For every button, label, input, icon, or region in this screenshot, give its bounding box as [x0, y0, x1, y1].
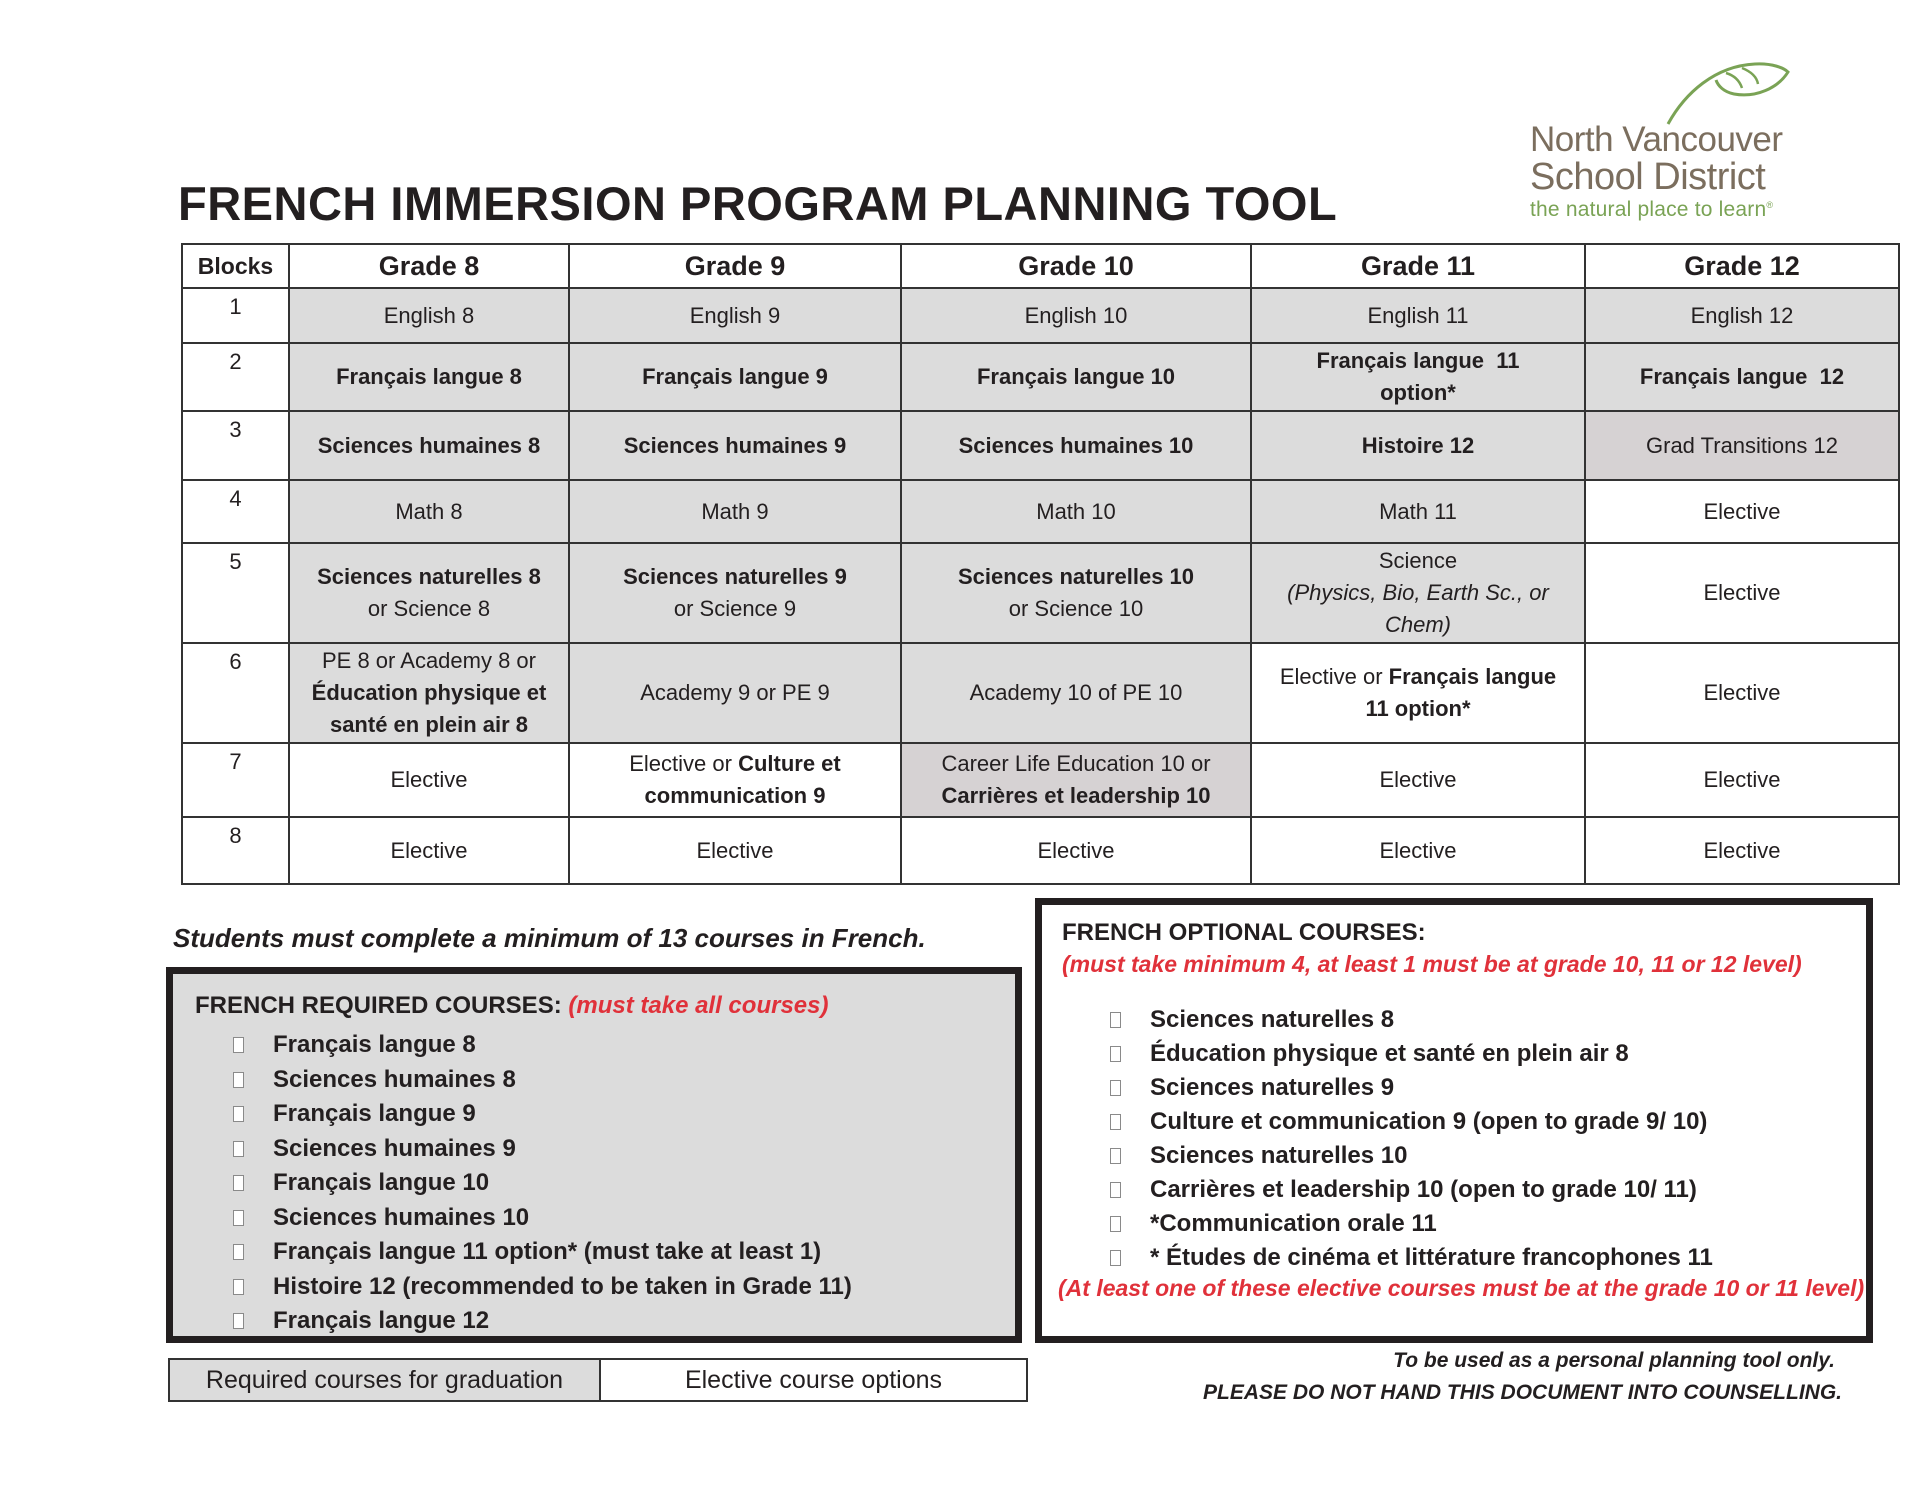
heading-note: (must take all courses): [568, 992, 829, 1019]
leaf-icon: [1660, 58, 1790, 128]
course-text: (Physics, Bio, Earth Sc., or Chem): [1287, 580, 1549, 637]
checkbox[interactable]: [1110, 1080, 1121, 1096]
logo-tagline: the natural place to learn®: [1530, 198, 1774, 221]
checkbox[interactable]: [233, 1037, 244, 1053]
course-cell: Français langue 8: [289, 343, 569, 411]
minimum-courses-note: Students must complete a minimum of 13 courses in French.: [173, 923, 926, 953]
checkbox[interactable]: [1110, 1250, 1121, 1266]
optional-courses-list: [1110, 1003, 1713, 1275]
item-label: Histoire 12 (recommended to be taken in Grade 11): [273, 1272, 852, 1300]
course-text: Elective or: [1279, 664, 1389, 689]
optional-courses-heading: FRENCH OPTIONAL COURSES:: [1062, 919, 1426, 946]
column-header-grade-12: Grade 12: [1585, 244, 1899, 288]
list-item: [233, 1270, 852, 1305]
course-cell: Elective: [1585, 743, 1899, 817]
checkbox[interactable]: [1110, 1046, 1121, 1062]
disclaimer: [1203, 1345, 1842, 1409]
block-number: 3: [182, 411, 289, 480]
list-item: [233, 1097, 852, 1132]
required-courses-list: [233, 1028, 852, 1339]
course-text: PE 8 or Academy 8 or: [322, 648, 536, 673]
course-text: Elective or: [629, 751, 739, 776]
course-text: Carrières et leadership 10: [941, 783, 1211, 808]
list-item: [1110, 1071, 1713, 1105]
course-text: or Science 8: [367, 596, 491, 621]
course-cell: English 12: [1585, 288, 1899, 343]
block-number: 1: [182, 288, 289, 343]
course-cell: Academy 9 or PE 9: [569, 643, 901, 743]
list-item: [233, 1028, 852, 1063]
list-item: [233, 1132, 852, 1167]
course-cell: Elective: [901, 817, 1251, 884]
course-cell: Sciences humaines 8: [289, 411, 569, 480]
course-cell: [901, 743, 1251, 817]
checkbox[interactable]: [233, 1279, 244, 1295]
item-label: * Études de cinéma et littérature francophones 11: [1150, 1244, 1713, 1271]
course-text: or Science 10: [1008, 596, 1144, 621]
checkbox[interactable]: [1110, 1012, 1121, 1028]
course-cell: Elective: [1585, 817, 1899, 884]
course-cell: [1251, 543, 1585, 643]
item-label: Sciences humaines 10: [273, 1203, 530, 1231]
course-cell: Math 8: [289, 480, 569, 543]
list-item: [233, 1304, 852, 1339]
table-row: [182, 543, 1899, 643]
optional-courses-footnote: (At least one of these elective courses must be at the grade 10 or 11 level): [1058, 1275, 1865, 1301]
course-text: option*: [1380, 380, 1456, 405]
checkbox[interactable]: [233, 1072, 244, 1088]
table-row: [182, 643, 1899, 743]
item-label: Culture et communication 9 (open to grade 9/ 10): [1150, 1108, 1708, 1135]
logo-line-2: School District: [1530, 156, 1766, 198]
course-cell: [289, 643, 569, 743]
course-cell: Elective: [1585, 543, 1899, 643]
checkbox[interactable]: [1110, 1114, 1121, 1130]
course-cell: Histoire 12: [1251, 411, 1585, 480]
required-courses-box: [166, 967, 1022, 1343]
checkbox[interactable]: [233, 1244, 244, 1260]
course-text: Sciences naturelles 9: [623, 564, 847, 589]
course-text: Sciences naturelles 10: [957, 564, 1195, 589]
color-legend: [168, 1358, 1028, 1402]
optional-courses-box: [1035, 898, 1873, 1343]
course-cell: Elective: [289, 817, 569, 884]
course-cell: English 11: [1251, 288, 1585, 343]
block-number: 4: [182, 480, 289, 543]
item-label: *Communication orale 11: [1150, 1210, 1437, 1237]
checkbox[interactable]: [233, 1175, 244, 1191]
course-cell: [289, 543, 569, 643]
course-text: Éducation physique et santé en plein air 8: [311, 680, 547, 737]
item-label: Carrières et leadership 10 (open to grade 10/ 11): [1150, 1176, 1697, 1203]
course-cell: Math 9: [569, 480, 901, 543]
list-item: [1110, 1003, 1713, 1037]
block-number: 6: [182, 643, 289, 743]
course-cell: Elective: [289, 743, 569, 817]
item-label: Sciences humaines 9: [273, 1134, 516, 1162]
course-cell: Academy 10 of PE 10: [901, 643, 1251, 743]
course-cell: Elective: [1585, 643, 1899, 743]
required-courses-heading: [195, 992, 828, 1020]
table-row: [182, 343, 1899, 411]
item-label: Sciences naturelles 9: [1150, 1074, 1395, 1101]
course-cell: English 8: [289, 288, 569, 343]
list-item: [1110, 1105, 1713, 1139]
item-label: Français langue 9: [273, 1100, 476, 1128]
disclaimer-line-1: To be used as a personal planning tool only.: [1393, 1349, 1835, 1372]
course-cell: English 9: [569, 288, 901, 343]
checkbox[interactable]: [233, 1106, 244, 1122]
logo-line-1: North Vancouver: [1530, 120, 1783, 159]
block-number: 7: [182, 743, 289, 817]
item-label: Sciences naturelles 10: [1150, 1142, 1408, 1169]
course-text: Career Life Education 10 or: [941, 751, 1211, 776]
list-item: [1110, 1173, 1713, 1207]
item-label: Sciences naturelles 8: [1150, 1006, 1395, 1033]
course-text: Français langue 11 option*: [1365, 664, 1557, 721]
list-item: [233, 1235, 852, 1270]
course-cell: Elective: [1585, 480, 1899, 543]
checkbox[interactable]: [233, 1313, 244, 1329]
course-cell: Elective: [1251, 743, 1585, 817]
block-number: 5: [182, 543, 289, 643]
course-cell: Français langue 12: [1585, 343, 1899, 411]
item-label: Français langue 12: [273, 1307, 490, 1335]
page-title: FRENCH IMMERSION PROGRAM PLANNING TOOL: [178, 177, 1338, 230]
course-text: Culture et communication 9: [644, 751, 841, 808]
list-item: [1110, 1037, 1713, 1071]
legend-elective: Elective course options: [600, 1359, 1027, 1401]
item-label: Français langue 11 option* (must take at least 1): [273, 1238, 822, 1266]
list-item: [1110, 1241, 1713, 1275]
list-item: [1110, 1139, 1713, 1173]
course-text: Sciences naturelles 8: [317, 564, 541, 589]
column-header-grade-11: Grade 11: [1251, 244, 1585, 288]
list-item: [233, 1201, 852, 1236]
course-text: Français langue 11: [1316, 348, 1520, 373]
table-row: [182, 817, 1899, 884]
column-header-grade-9: Grade 9: [569, 244, 901, 288]
item-label: Éducation physique et santé en plein air 8: [1150, 1040, 1629, 1067]
list-item: [233, 1063, 852, 1098]
course-cell: Sciences humaines 10: [901, 411, 1251, 480]
table-row: [182, 288, 1899, 343]
course-cell: Elective: [569, 817, 901, 884]
course-cell: English 10: [901, 288, 1251, 343]
course-cell: Math 11: [1251, 480, 1585, 543]
column-header-grade-10: Grade 10: [901, 244, 1251, 288]
checkbox[interactable]: [1110, 1182, 1121, 1198]
course-planner-table: [181, 243, 1900, 885]
disclaimer-line-2: PLEASE DO NOT HAND THIS DOCUMENT INTO COUNSELLING.: [1203, 1381, 1842, 1404]
course-text: or Science 9: [673, 596, 797, 621]
item-label: Français langue 8: [273, 1031, 476, 1059]
heading-text: FRENCH REQUIRED COURSES:: [195, 992, 562, 1019]
legend-required: Required courses for graduation: [169, 1359, 600, 1401]
item-label: Français langue 10: [273, 1169, 490, 1197]
course-cell: [569, 543, 901, 643]
course-cell: [901, 543, 1251, 643]
column-header-blocks: Blocks: [182, 244, 289, 288]
list-item: [1110, 1207, 1713, 1241]
item-label: Sciences humaines 8: [273, 1065, 516, 1093]
table-row: [182, 480, 1899, 543]
course-cell: Grad Transitions 12: [1585, 411, 1899, 480]
table-row: [182, 743, 1899, 817]
checkbox[interactable]: [1110, 1148, 1121, 1164]
course-cell: [1251, 343, 1585, 411]
course-cell: Sciences humaines 9: [569, 411, 901, 480]
optional-courses-subheading: (must take minimum 4, at least 1 must be at grade 10, 11 or 12 level): [1062, 951, 1802, 977]
block-number: 8: [182, 817, 289, 884]
column-header-grade-8: Grade 8: [289, 244, 569, 288]
course-text: Science: [1378, 548, 1458, 573]
district-logo: [1530, 58, 1830, 228]
course-cell: [1251, 643, 1585, 743]
course-cell: Français langue 10: [901, 343, 1251, 411]
course-cell: Math 10: [901, 480, 1251, 543]
course-cell: Français langue 9: [569, 343, 901, 411]
course-cell: [569, 743, 901, 817]
table-row: [182, 411, 1899, 480]
checkbox[interactable]: [1110, 1216, 1121, 1232]
course-cell: Elective: [1251, 817, 1585, 884]
block-number: 2: [182, 343, 289, 411]
checkbox[interactable]: [233, 1141, 244, 1157]
checkbox[interactable]: [233, 1210, 244, 1226]
header-row: [182, 244, 1899, 288]
list-item: [233, 1166, 852, 1201]
